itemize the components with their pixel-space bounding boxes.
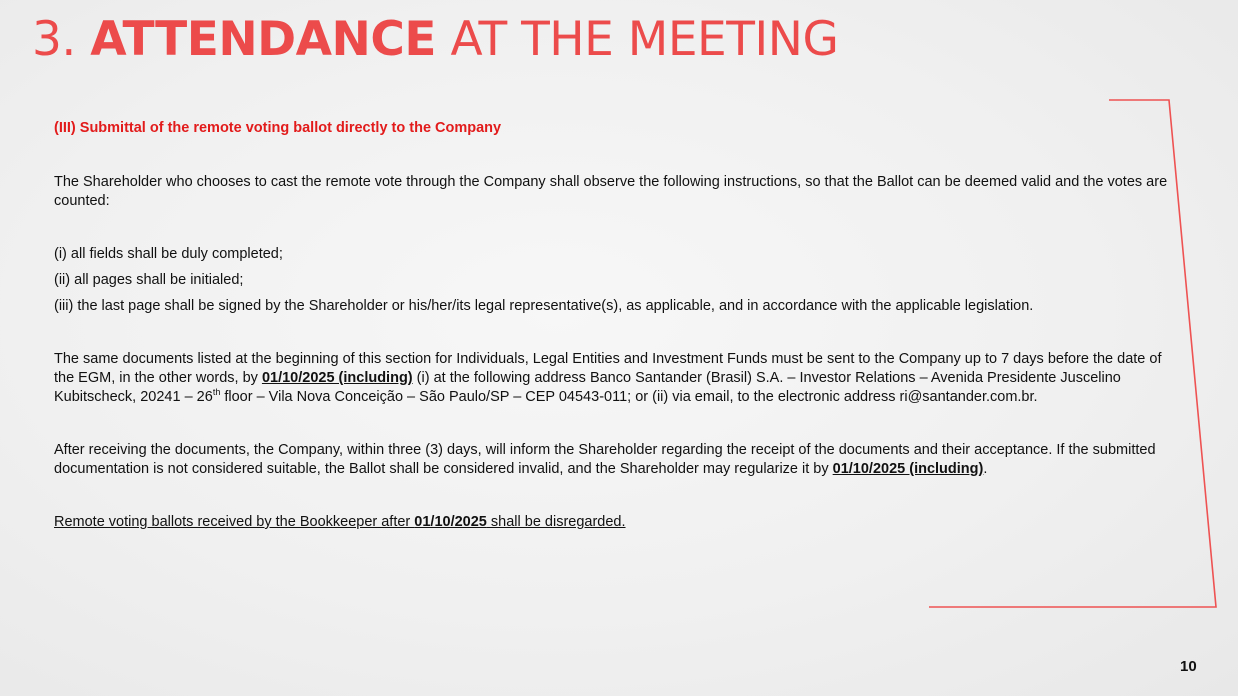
- superscript: th: [212, 387, 221, 398]
- title-number: 3.: [32, 12, 76, 67]
- final-note-text-end: shall be disregarded.: [486, 514, 626, 530]
- final-note-text: Remote voting ballots received by the Bookkeeper after: [54, 514, 415, 530]
- receipt-text-end: .: [983, 461, 988, 477]
- title-rest: AT THE MEETING: [450, 12, 839, 67]
- section-subtitle: (III) Submittal of the remote voting ballot directly to the Company: [54, 120, 502, 136]
- final-note: [54, 513, 1174, 532]
- list-item: (ii) all pages shall be initialed;: [54, 272, 244, 288]
- list-item: (iii) the last page shall be signed by the Shareholder or his/her/its legal representative(s), as applicable, and in accordance with the applicable legislation.: [54, 298, 1034, 314]
- address-text-end: floor – Vila Nova Conceição – São Paulo/SP – CEP 04543-011; or (ii) via email, to the electronic address ri@santander.com.br.: [220, 389, 1038, 405]
- intro-paragraph: The Shareholder who chooses to cast the remote vote through the Company shall observe the following instructions, so that the Ballot can be deemed valid and the votes are counted:: [54, 174, 1168, 209]
- content-body: [54, 119, 1174, 532]
- title-bold-word: ATTENDANCE: [90, 12, 436, 67]
- list-item: (i) all fields shall be duly completed;: [54, 246, 283, 262]
- deadline-date: 01/10/2025 (including): [261, 370, 413, 386]
- documents-paragraph: [54, 350, 1174, 407]
- receipt-text: After receiving the documents, the Company, within three (3) days, will inform the Shareholder regarding the receipt of the documents and their acceptance. If the submitted documentation is not considered suitable, the Ballot shall be considered invalid, and the Shareholder may regularize it by: [54, 442, 1156, 477]
- deadline-date: 01/10/2025 (including): [832, 461, 984, 477]
- page-number: 10: [1180, 658, 1197, 675]
- receipt-paragraph: [54, 441, 1174, 479]
- documents-text: The same documents listed at the beginning of this section for Individuals, Legal Entities and Investment Funds must be sent to the Company up to 7 days before the date of the EGM, in the other words, by: [54, 351, 1162, 386]
- final-note-date: 01/10/2025: [414, 514, 487, 530]
- address-text: (i) at the following address Banco Santander (Brasil) S.A. – Investor Relations – Avenida Presidente Juscelino Kubitscheck, 20241 – 26: [54, 370, 1121, 405]
